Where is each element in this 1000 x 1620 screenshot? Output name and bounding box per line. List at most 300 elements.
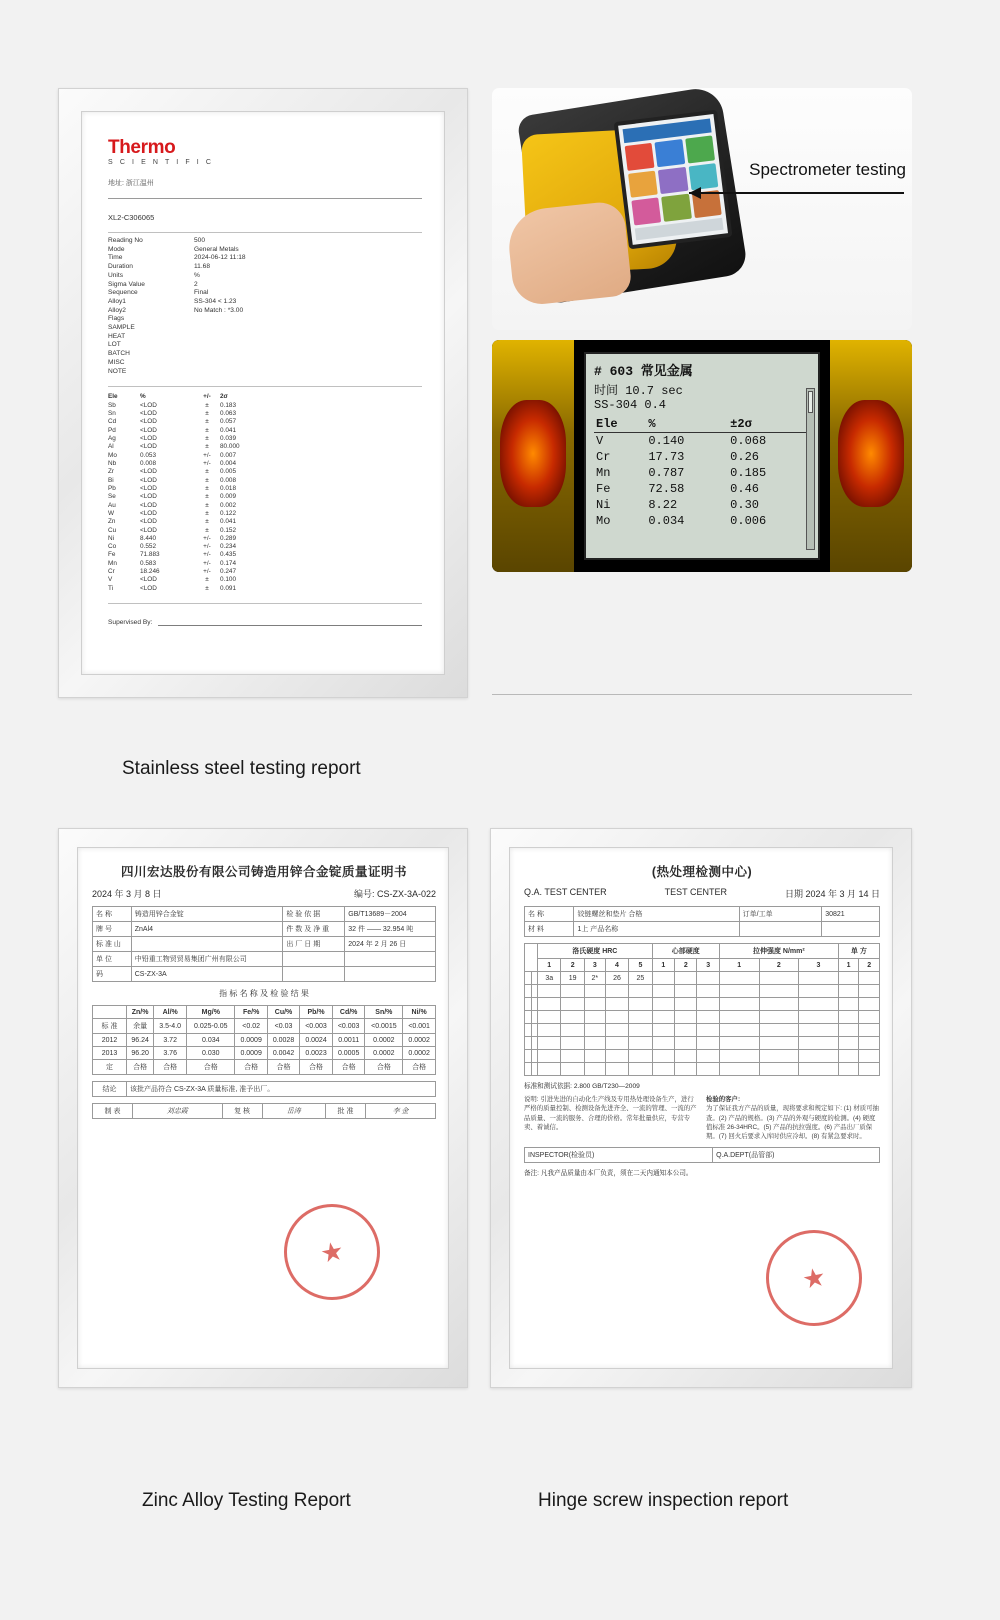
zinc-sig-label: 制 表	[93, 1104, 133, 1119]
hinge-cell	[859, 1063, 880, 1076]
thermo-element-table	[108, 393, 422, 593]
hinge-sub-header: 2	[561, 959, 584, 972]
thermo-field-value	[194, 341, 422, 350]
hinge-cell	[538, 1024, 561, 1037]
thermo-document	[108, 138, 422, 656]
td-pm: +/-	[203, 551, 211, 559]
hinge-cell	[759, 1050, 799, 1063]
td-pm: ±	[205, 401, 209, 409]
thermo-field-key: Reading No	[108, 237, 143, 244]
td-percent: 71.883	[140, 551, 160, 559]
hinge-cell	[697, 972, 719, 985]
hinge-cell	[859, 998, 880, 1011]
td-sigma: 0.247	[220, 568, 236, 576]
hinge-cell	[697, 1011, 719, 1024]
zinc-cell: 合格	[235, 1060, 267, 1075]
td-pm: ±	[205, 409, 209, 417]
hinge-cell	[697, 985, 719, 998]
zinc-cell: 合格	[403, 1060, 436, 1075]
thermo-element-row	[108, 410, 422, 418]
thermo-element-row	[108, 493, 422, 501]
lcd-scrollbar[interactable]	[806, 388, 815, 550]
hinge-certificate	[524, 862, 880, 1356]
zinc-cell: 合格	[332, 1060, 365, 1075]
star-icon: ★	[799, 1260, 829, 1295]
lcd-cell: Fe	[596, 482, 611, 496]
hinge-cell	[859, 972, 880, 985]
hinge-cell	[561, 1063, 584, 1076]
zinc-col-corner	[93, 1006, 127, 1019]
thermo-element-row	[108, 443, 422, 451]
zinc-col-header: Ni/%	[403, 1006, 436, 1019]
td-percent: 8.440	[140, 534, 156, 542]
td-percent: <LOD	[140, 584, 157, 592]
td-ele: Cr	[108, 568, 115, 576]
zinc-cell: <0.03	[267, 1019, 299, 1034]
hinge-cell	[538, 1037, 561, 1050]
thermo-field-value: %	[194, 271, 200, 279]
td-pm: +/-	[203, 568, 211, 576]
hinge-corner	[525, 944, 538, 972]
thermo-field-key: Duration	[108, 263, 133, 271]
zinc-meta-cell: 名 称	[93, 907, 132, 922]
zinc-cell: 合格	[365, 1060, 403, 1075]
zinc-cell: 3.5-4.0	[154, 1019, 187, 1034]
zinc-meta-cell: 码	[93, 967, 132, 982]
hinge-meta-cell: 1上 产品名称	[574, 922, 739, 937]
hinge-cell	[719, 985, 759, 998]
td-percent: <LOD	[140, 476, 157, 484]
zinc-company-stamp	[276, 1196, 389, 1309]
thermo-element-row	[108, 402, 422, 410]
zinc-sig-value: 岳涛	[262, 1104, 325, 1119]
hinge-note-left: 说明: 引进先进的自动化生产线及专用热处理设备生产，进行 严格的质量控制、检测设备先进齐全、一流的管理、一流的产品质量、一流的服务、合理的价格。常年批量供应，专营专卖、着诚信。	[524, 1096, 697, 1131]
thermo-field	[108, 246, 422, 255]
hinge-sub-header: 5	[629, 959, 652, 972]
hinge-cell	[584, 1037, 605, 1050]
hinge-group-header: 单 方	[838, 944, 879, 959]
thermo-field-value: No Match : *3.00	[194, 306, 244, 314]
hinge-cell	[629, 1037, 652, 1050]
zinc-meta-row	[93, 967, 436, 982]
zinc-cell: 0.0002	[403, 1047, 436, 1060]
hinge-cell: 3a	[538, 972, 561, 985]
zinc-cell: 0.034	[187, 1034, 235, 1047]
zinc-data-row	[93, 1047, 436, 1060]
thermo-field-key: SAMPLE	[108, 324, 135, 332]
hinge-sub-header: 1	[838, 959, 859, 972]
screen-icon-c	[685, 135, 715, 163]
zinc-data-row	[93, 1060, 436, 1075]
lcd-cell: 0.26	[730, 450, 759, 464]
star-icon: ★	[317, 1234, 347, 1269]
zinc-meta-cell	[345, 952, 436, 967]
lcd-cell: Ni	[596, 498, 611, 512]
td-pm: ±	[205, 518, 209, 526]
hinge-cell	[759, 998, 799, 1011]
hinge-cell	[584, 1063, 605, 1076]
hinge-cell	[629, 985, 652, 998]
hinge-sub-header: 3	[584, 959, 605, 972]
zinc-data-row	[93, 1034, 436, 1047]
hinge-sub-header: 1	[719, 959, 759, 972]
td-ele: Ni	[108, 534, 115, 542]
hinge-meta-row	[525, 907, 880, 922]
th-ele: Ele	[108, 393, 118, 401]
screen-icon-b	[655, 139, 685, 167]
divider-line	[108, 603, 422, 604]
th-percent: %	[140, 393, 146, 401]
hinge-cell	[675, 1011, 697, 1024]
annotation-arrow-row	[689, 192, 904, 194]
zinc-serial: CS-ZX-3A-022	[376, 889, 436, 899]
td-pm: ±	[205, 476, 209, 484]
thermo-field-value	[194, 324, 422, 333]
td-percent: 0.053	[140, 451, 156, 459]
td-ele: Bi	[108, 476, 114, 484]
zinc-meta-row	[93, 922, 436, 937]
hinge-cell	[675, 998, 697, 1011]
zinc-col-header: Al/%	[154, 1006, 187, 1019]
lcd-cell: 0.068	[730, 434, 767, 448]
lcd-row	[594, 449, 810, 465]
screen-icon-h	[661, 194, 691, 222]
hinge-cell	[629, 1011, 652, 1024]
hinge-cell	[838, 1063, 859, 1076]
thermo-field-value: Final	[194, 289, 209, 297]
zinc-serial-label: 编号:	[353, 889, 375, 899]
zinc-col-header: Fe/%	[235, 1006, 267, 1019]
lcd-cell: 17.73	[648, 450, 685, 464]
lcd-readout-photo	[492, 340, 912, 572]
zinc-col-header: Zn/%	[127, 1006, 154, 1019]
lcd-row	[594, 433, 810, 450]
zinc-date: 2024 年 3 月 8 日	[92, 889, 162, 899]
zinc-meta-cell	[283, 952, 345, 967]
hinge-cell	[719, 1024, 759, 1037]
thermo-field-value	[194, 333, 422, 342]
thermo-field-value	[194, 315, 422, 324]
td-pm: +/-	[203, 559, 211, 567]
lcd-row	[594, 481, 810, 497]
zinc-cell: <0.003	[332, 1019, 365, 1034]
td-percent: <LOD	[140, 443, 157, 451]
td-sigma: 0.091	[220, 584, 236, 592]
hinge-cell	[605, 1024, 628, 1037]
hinge-cell	[859, 1050, 880, 1063]
thermo-field	[108, 281, 422, 290]
hinge-cell	[719, 1037, 759, 1050]
zinc-meta-cell: CS-ZX-3A	[131, 967, 283, 982]
td-percent: 0.552	[140, 543, 156, 551]
thermo-element-row	[108, 543, 422, 551]
td-pm: ±	[205, 443, 209, 451]
zinc-meta-cell	[345, 967, 436, 982]
zinc-conclusion-table	[92, 1081, 436, 1097]
hinge-cell	[838, 1011, 859, 1024]
thermo-field-key: NOTE	[108, 367, 127, 375]
hinge-cell	[584, 1024, 605, 1037]
hinge-cell	[799, 1024, 839, 1037]
thermo-element-row	[108, 535, 422, 543]
hinge-cell	[629, 1024, 652, 1037]
thermo-address: 地址: 浙江温州	[108, 180, 154, 187]
zinc-cell: 0.025-0.05	[187, 1019, 235, 1034]
hinge-cell	[538, 985, 561, 998]
hinge-cell	[675, 985, 697, 998]
td-percent: <LOD	[140, 434, 157, 442]
td-percent: <LOD	[140, 518, 157, 526]
zinc-meta-row	[93, 907, 436, 922]
hinge-cell	[675, 1063, 697, 1076]
hinge-cell	[838, 1024, 859, 1037]
thermo-supervised-by	[108, 618, 422, 626]
hinge-meta-cell	[739, 922, 822, 937]
hinge-cell	[605, 998, 628, 1011]
zinc-cell: 0.0002	[365, 1047, 403, 1060]
zinc-meta-cell: 单 位	[93, 952, 132, 967]
thermo-element-row	[108, 418, 422, 426]
hinge-cell	[652, 1011, 674, 1024]
td-sigma: 0.174	[220, 559, 236, 567]
zinc-meta-cell: 中铅重工物贸贸易集团广州有限公司	[131, 952, 283, 967]
td-sigma: 0.009	[220, 493, 236, 501]
thermo-field	[108, 254, 422, 263]
thermo-field-value: 2	[194, 280, 198, 288]
hinge-cell: 26	[605, 972, 628, 985]
thermo-element-row	[108, 435, 422, 443]
divider-line	[108, 232, 422, 233]
hinge-data-row	[525, 1037, 880, 1050]
lcd-cell: Mn	[596, 466, 611, 480]
lcd-line-1: # 603 常见金属	[594, 364, 693, 379]
hinge-title: (热处理检测中心)	[651, 865, 753, 879]
thermo-element-row	[108, 585, 422, 593]
thermo-field-value: General Metals	[194, 245, 239, 253]
td-ele: Mn	[108, 559, 117, 567]
lamp-left	[492, 340, 574, 572]
td-ele: Pb	[108, 484, 116, 492]
td-percent: <LOD	[140, 501, 157, 509]
thermo-field-value: 500	[194, 237, 206, 244]
hinge-cell	[605, 1063, 628, 1076]
hinge-meta-table	[524, 906, 880, 937]
lamp-right	[830, 340, 912, 572]
thermo-field	[108, 237, 422, 246]
td-pm: ±	[205, 576, 209, 584]
thermo-doc-id: XL2-C306065	[108, 213, 155, 222]
zinc-meta-row	[93, 952, 436, 967]
hinge-cell	[538, 1050, 561, 1063]
td-pm: +/-	[203, 451, 211, 459]
thermo-field-key: Flags	[108, 315, 125, 323]
td-ele: Mo	[108, 451, 117, 459]
td-percent: <LOD	[140, 509, 157, 517]
hinge-qa-label: Q.A.DEPT(品管部)	[713, 1148, 880, 1163]
hinge-cell	[652, 998, 674, 1011]
zinc-conclusion-text: 该批产品符合 CS-ZX-3A 质量标准, 准予出厂。	[127, 1082, 436, 1097]
lcd-col-header: ±2σ	[728, 416, 810, 433]
hinge-meta-cell: 订单/工单	[739, 907, 822, 922]
divider-line	[108, 386, 422, 387]
hinge-sub-header: 2	[759, 959, 799, 972]
screen-icon-e	[658, 167, 688, 195]
zinc-cell: 3.76	[154, 1047, 187, 1060]
hinge-sub-header: 4	[605, 959, 628, 972]
hinge-cell	[697, 1050, 719, 1063]
td-ele: Nb	[108, 459, 117, 467]
td-ele: Al	[108, 443, 114, 451]
hinge-cell	[629, 1063, 652, 1076]
hinge-cell	[584, 998, 605, 1011]
zinc-cell: 0.030	[187, 1047, 235, 1060]
spectrometer-annotation: Spectrometer testing	[749, 160, 906, 179]
hinge-group-header: 拉伸强度 N/mm²	[719, 944, 838, 959]
thermo-field-key: Alloy1	[108, 297, 126, 305]
spectrometer-photo	[492, 88, 912, 330]
supervised-label: Supervised By:	[108, 619, 153, 627]
hinge-note-right: 为了保证我方产品的质量，现将要求和规定如下: (1) 材质可抽查。(2) 产品的规格。(3) 产品的外观与硬度的检测。(4) 硬度值标准 26-34HRC。(5) 产品的抗拉强度。(6) 产品出厂质保期。(7) 回火后要求入库时供应冷却。(8) 有紧急要求时。	[706, 1105, 879, 1141]
hinge-sub-header: 3	[697, 959, 719, 972]
hinge-cell	[652, 985, 674, 998]
hinge-header-right: 日期 2024 年 3 月 14 日	[784, 889, 880, 899]
zinc-cell: 0.0002	[403, 1034, 436, 1047]
td-sigma: 0.063	[220, 409, 236, 417]
zinc-cell: <0.003	[300, 1019, 333, 1034]
lcd-cell: Cr	[596, 450, 611, 464]
hinge-sub-header: 2	[675, 959, 697, 972]
td-pm: +/-	[203, 459, 211, 467]
td-sigma: 0.041	[220, 426, 236, 434]
lcd-line-3: SS-304 0.4	[594, 398, 667, 412]
td-ele: Au	[108, 501, 116, 509]
zinc-cell: 0.0023	[300, 1047, 333, 1060]
thermo-field-key: MISC	[108, 358, 125, 366]
td-sigma: 0.183	[220, 401, 236, 409]
td-ele: Ag	[108, 434, 116, 442]
zinc-col-header: Pb/%	[300, 1006, 333, 1019]
zinc-cell: 0.0042	[267, 1047, 299, 1060]
hinge-company-stamp	[758, 1222, 871, 1335]
zinc-meta-cell: 检 验 依 据	[283, 907, 345, 922]
td-pm: ±	[205, 501, 209, 509]
hinge-cell	[584, 985, 605, 998]
hinge-cell	[799, 972, 839, 985]
thermo-field	[108, 333, 422, 342]
hinge-cell	[759, 985, 799, 998]
zinc-row-label: 2012	[93, 1034, 127, 1047]
zinc-col-header: Cd/%	[332, 1006, 365, 1019]
td-percent: <LOD	[140, 401, 157, 409]
zinc-report-frame	[58, 828, 468, 1388]
lcd-cell: 8.22	[648, 498, 678, 512]
hinge-cell	[838, 972, 859, 985]
zinc-meta-cell: 32 件 —— 32.954 吨	[345, 922, 436, 937]
zinc-cell: 0.0002	[365, 1034, 403, 1047]
thermo-table-header	[108, 393, 422, 401]
td-ele: Sn	[108, 409, 116, 417]
hinge-meta-cell	[822, 922, 880, 937]
lcd-scroll-thumb[interactable]	[808, 391, 813, 413]
thermo-field-value: 2024-06-12 11:18	[194, 254, 246, 262]
lcd-col-header: %	[646, 416, 728, 433]
td-sigma: 80.000	[220, 443, 240, 451]
caption-stainless: Stainless steel testing report	[122, 758, 361, 779]
divider-line	[108, 198, 422, 199]
hinge-cell	[629, 1050, 652, 1063]
hinge-signature-table	[524, 1147, 880, 1163]
zinc-cell: 0.0011	[332, 1034, 365, 1047]
hinge-data-row	[525, 1024, 880, 1037]
lcd-row	[594, 465, 810, 481]
hinge-meta-cell: 名 称	[525, 907, 574, 922]
thermo-element-row	[108, 518, 422, 526]
hinge-sub-header: 2	[859, 959, 880, 972]
hinge-cell	[538, 998, 561, 1011]
thermo-element-row	[108, 468, 422, 476]
thermo-field-value	[194, 368, 422, 377]
zinc-certificate	[92, 862, 436, 1356]
hinge-header-row	[524, 887, 880, 900]
zinc-sig-label: 复 核	[222, 1104, 262, 1119]
thermo-field	[108, 289, 422, 298]
zinc-meta-cell: 牌 号	[93, 922, 132, 937]
td-pm: +/-	[203, 543, 211, 551]
hinge-cell	[561, 1037, 584, 1050]
td-sigma: 0.005	[220, 468, 236, 476]
analyzer-screen	[614, 110, 733, 250]
thermo-element-row	[108, 551, 422, 559]
hinge-measure-table	[524, 943, 880, 1076]
td-sigma: 0.435	[220, 551, 236, 559]
hinge-cell	[859, 1037, 880, 1050]
hinge-cell	[759, 1063, 799, 1076]
hinge-cell	[759, 1024, 799, 1037]
zinc-result-table	[92, 1005, 436, 1075]
td-percent: 0.583	[140, 559, 156, 567]
zinc-cell: 合格	[300, 1060, 333, 1075]
zinc-sig-value: 刘忠霞	[133, 1104, 223, 1119]
zinc-cell: 合格	[187, 1060, 235, 1075]
hinge-cell	[605, 985, 628, 998]
hinge-cell: 2*	[584, 972, 605, 985]
thermo-element-row	[108, 560, 422, 568]
hinge-cell	[697, 1037, 719, 1050]
zinc-cell: 0.0009	[235, 1034, 267, 1047]
zinc-cell: 3.72	[154, 1034, 187, 1047]
hinge-cell	[584, 1050, 605, 1063]
td-sigma: 0.008	[220, 476, 236, 484]
operator-hand	[505, 200, 632, 307]
thermo-field	[108, 324, 422, 333]
thermo-element-row	[108, 460, 422, 468]
hinge-cell	[719, 998, 759, 1011]
zinc-result-header: 指 标 名 称 及 检 验 结 果	[219, 989, 309, 998]
td-pm: ±	[205, 584, 209, 592]
hinge-sub-header: 3	[799, 959, 839, 972]
td-sigma: 0.234	[220, 543, 236, 551]
screen-icon-a	[625, 143, 655, 171]
hinge-data-row	[525, 972, 880, 985]
zinc-cell: 合格	[267, 1060, 299, 1075]
td-ele: Cu	[108, 526, 117, 534]
hinge-cell	[561, 1011, 584, 1024]
thermo-field-value	[194, 350, 422, 359]
hinge-header-mid: TEST CENTER	[664, 887, 727, 897]
hinge-group-header: 洛氏硬度 HRC	[538, 944, 653, 959]
td-pm: ±	[205, 509, 209, 517]
hinge-data-row	[525, 998, 880, 1011]
